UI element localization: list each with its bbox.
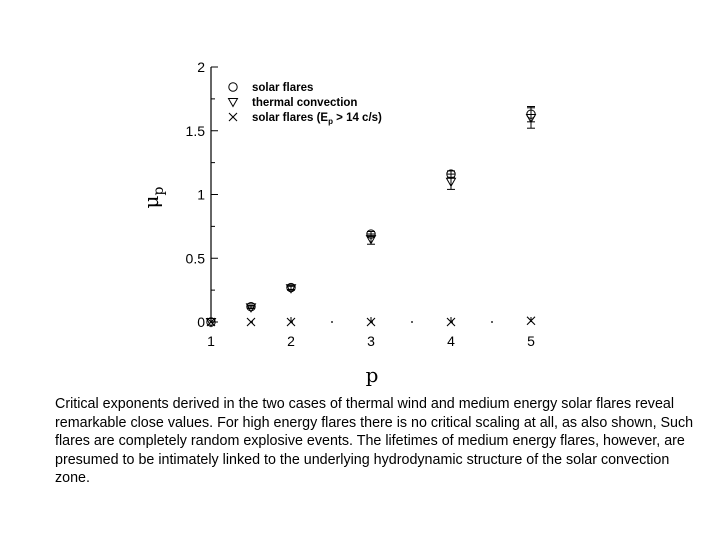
x-marker-shape bbox=[247, 318, 255, 326]
y-tick-label: 2 bbox=[197, 59, 205, 75]
circle-marker-shape bbox=[229, 83, 237, 91]
y-tick-label: 1.5 bbox=[185, 122, 205, 139]
x-tick-label: 5 bbox=[527, 333, 535, 349]
y-axis-title: $\mu_p$ bbox=[139, 186, 167, 209]
legend-label-tail: > 14 c/s) bbox=[332, 112, 382, 124]
legend bbox=[229, 82, 383, 126]
x-axis-title: p bbox=[365, 363, 379, 387]
series-2 bbox=[207, 108, 536, 327]
legend-marker bbox=[229, 99, 238, 107]
x-marker-shape bbox=[229, 113, 237, 121]
legend-marker bbox=[229, 113, 237, 121]
data-point bbox=[247, 318, 255, 326]
legend-label: solar flares ($E_p > 14$ c/s) bbox=[252, 112, 382, 126]
x-tick-label: 1 bbox=[207, 333, 215, 349]
legend-label: thermal convection bbox=[252, 97, 358, 109]
triangle-marker-shape bbox=[229, 99, 238, 107]
series-1 bbox=[207, 107, 535, 327]
x-tick-label: 3 bbox=[367, 333, 375, 349]
legend-label: solar flares bbox=[252, 82, 314, 94]
x-tick-label: 4 bbox=[447, 333, 455, 349]
y-tick-label: 0 bbox=[197, 314, 205, 330]
y-axis-title-subscript: p bbox=[151, 186, 167, 196]
legend-marker bbox=[229, 83, 237, 91]
legend-label-subscript: p bbox=[328, 117, 333, 126]
y-tick-label: 1 bbox=[197, 186, 205, 203]
figure-caption: Critical exponents derived in the two cases of thermal wind and medium energy solar flares reveal remarkable close values. For high energy flares there is no critical scaling at all, as also shown, Such flares are completely random explosive events. The lifetimes of medium energy flares, however, are presumed to be intimately linked to the underlying hydrodynamic structure of the solar convection zone. bbox=[55, 396, 694, 486]
x-tick-label: 2 bbox=[287, 333, 295, 349]
y-tick-label: 0.5 bbox=[185, 250, 205, 267]
